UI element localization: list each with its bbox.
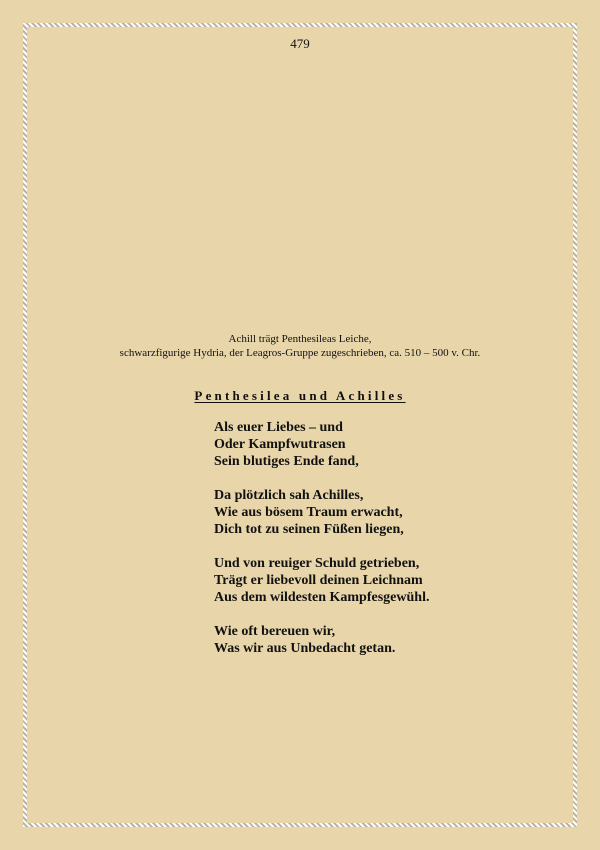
stanza-2 xyxy=(214,487,554,538)
poem-line: Als euer Liebes – und xyxy=(214,420,343,435)
stanza-1 xyxy=(214,419,554,470)
stanza-4 xyxy=(214,623,554,657)
poem-line: Trägt er liebevoll deinen Leichnam xyxy=(214,573,423,588)
image-caption xyxy=(0,332,600,360)
caption-line-1: Achill trägt Penthesileas Leiche, xyxy=(228,333,372,345)
caption-line-2: schwarzfigurige Hydria, der Leagros-Gruppe zugeschrieben, ca. 510 – 500 v. Chr. xyxy=(119,347,481,359)
poem-line: Sein blutiges Ende fand, xyxy=(214,454,359,469)
stanza-3 xyxy=(214,555,554,606)
poem-line: Wie aus bösem Traum erwacht, xyxy=(214,505,403,520)
poem-line: Dich tot zu seinen Füßen liegen, xyxy=(214,522,404,537)
poem-line: Was wir aus Unbedacht getan. xyxy=(214,641,396,656)
poem-title: Penthesilea und Achilles xyxy=(194,388,406,403)
poem-line: Wie oft bereuen wir, xyxy=(214,624,336,639)
poem-body xyxy=(214,419,554,674)
poem-line: Und von reuiger Schuld getrieben, xyxy=(214,556,420,571)
page-number: 479 xyxy=(290,36,310,51)
poem-line: Aus dem wildesten Kampfesgewühl. xyxy=(214,590,430,605)
poem-line: Oder Kampfwutrasen xyxy=(214,437,346,452)
poem-line: Da plötzlich sah Achilles, xyxy=(214,488,364,503)
